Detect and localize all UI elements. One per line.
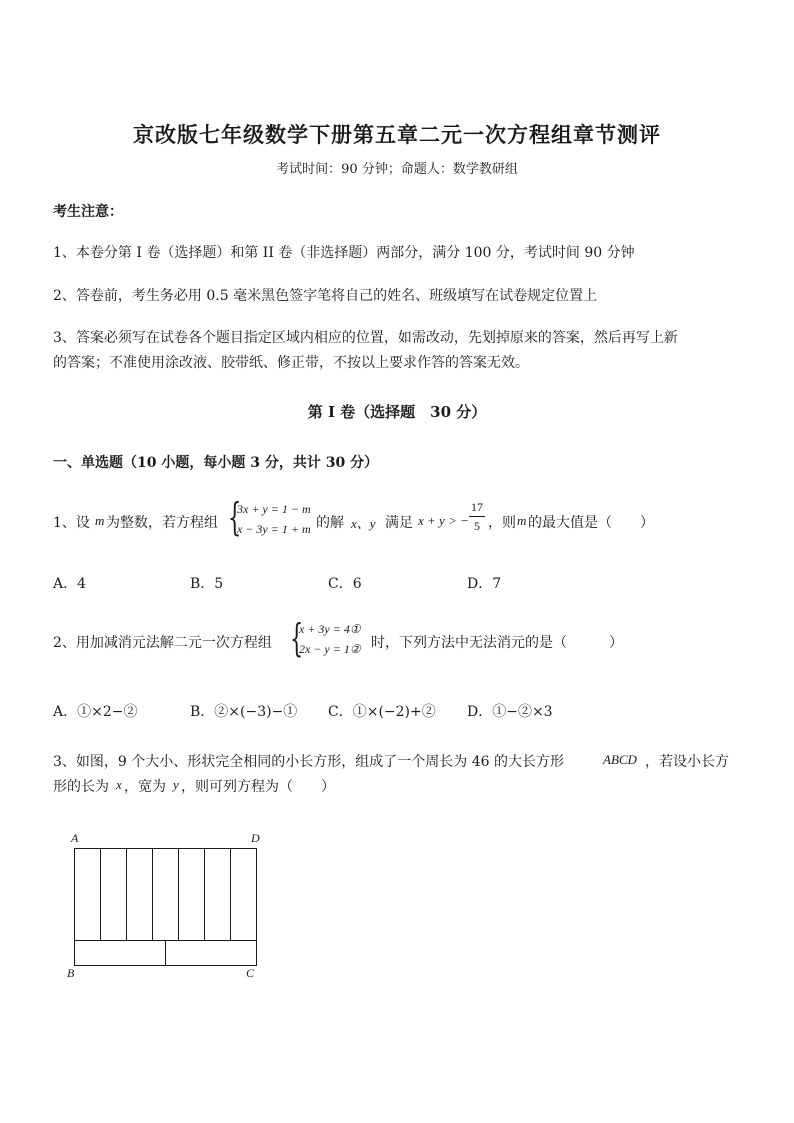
q1-option-a: A．4 (53, 576, 87, 592)
q1-system-brace: { (228, 495, 242, 539)
q1-prefix: 1、设 (53, 515, 90, 531)
q1-var-m-2: m (517, 513, 527, 528)
q1-inequality: x + y > − (418, 513, 469, 528)
exam-info: 考试时间：90 分钟；命题人：数学教研组 (276, 162, 518, 177)
q1-fraction-bar (469, 516, 485, 517)
q3-line-2-c: ，则可列方程为（ ） (181, 779, 335, 795)
q2-eq-1: x + 3y = 4① (299, 622, 361, 636)
rectangle-diagram (70, 844, 262, 970)
q1-fraction-numerator: 17 (471, 500, 483, 514)
q3-line-2-b: ，宽为 (124, 779, 166, 795)
q1-option-b: B．5 (190, 576, 224, 592)
figure-label-a: A (71, 831, 79, 845)
q2-suffix: 时，下列方法中无法消元的是（ ） (371, 635, 623, 651)
q1-eq-2: x − 3y = 1 + m (237, 522, 311, 536)
q1-vars-xy: x、y (351, 516, 376, 531)
q1-text-b: 的解 (316, 515, 344, 531)
part-title: 一、单选题（10 小题，每小题 3 分，共计 30 分） (53, 455, 379, 471)
volume-title: 第 I 卷（选择题 30 分） (307, 403, 487, 421)
q3-var-x: x (116, 777, 122, 792)
q1-text-a: 为整数，若方程组 (106, 515, 218, 531)
notice-heading: 考生注意： (53, 204, 123, 220)
q3-rect-name: ABCD (603, 752, 637, 767)
notice-item-1: 1、本卷分第 I 卷（选择题）和第 II 卷（非选择题）两部分，满分 100 分，考试时间 90 分钟 (53, 245, 635, 261)
page-title: 京改版七年级数学下册第五章二元一次方程组章节测评 (133, 122, 661, 147)
top-small-rectangles (101, 849, 231, 941)
q1-fraction-denominator: 5 (474, 519, 480, 533)
q3-var-y: y (173, 777, 179, 792)
q2-option-b: B．②×(−3)−① (190, 704, 298, 720)
q2-option-d: D．①−②×3 (467, 704, 553, 720)
q1-option-c: C．6 (328, 576, 362, 592)
q1-text-d: ，则 (488, 515, 516, 531)
q1-var-m: m (95, 513, 105, 528)
q3-line-2-a: 形的长为 (53, 779, 109, 795)
q2-eq-2: 2x − y = 1② (299, 642, 361, 656)
q2-option-a: A．①×2−② (53, 704, 138, 720)
notice-item-2: 2、答卷前，考生务必用 0.5 毫米黑色签字笔将自己的姓名、班级填写在试卷规定位置上 (53, 288, 598, 304)
q1-text-c: 满足 (385, 515, 413, 531)
q2-option-c: C．①×(−2)+② (328, 704, 436, 720)
notice-item-3-line-2: 的答案；不准使用涂改液、胶带纸、修正带，不按以上要求作答的答案无效。 (53, 355, 529, 371)
q2-prefix: 2、用加减消元法解二元一次方程组 (53, 635, 272, 651)
q1-eq-1: 3x + y = 1 − m (237, 502, 311, 516)
figure-label-d: D (251, 831, 260, 845)
q3-line-1-end: ，若设小长方 (645, 754, 729, 770)
figure-label-b: B (67, 966, 75, 980)
q1-text-e: 的最大值是（ ） (528, 515, 654, 531)
q3-line-1: 3、如图，9 个大小、形状完全相同的小长方形，组成了一个周长为 46 的大长方形 (53, 754, 564, 770)
q1-option-d: D．7 (467, 576, 502, 592)
figure-label-c: C (246, 966, 255, 980)
notice-item-3-line-1: 3、答案必须写在试卷各个题目指定区域内相应的位置，如需改动，先划掉原来的答案，然后再写上新 (53, 330, 678, 346)
q2-system-brace: { (290, 616, 304, 660)
